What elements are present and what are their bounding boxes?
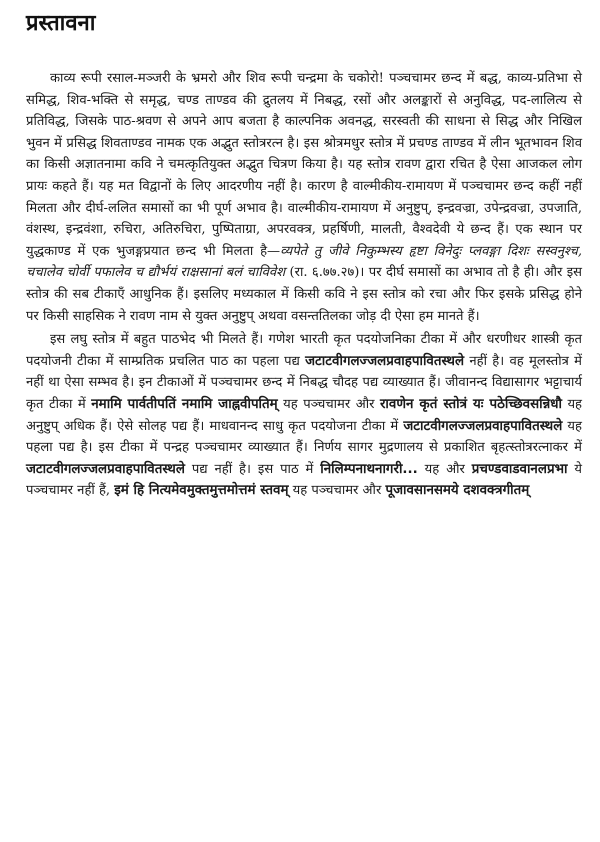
verse-ref-jatatavi-1: जटाटवीगलज्जलप्रवाहपावितस्थले <box>305 353 465 369</box>
verse-ref-namami: नमामि पार्वतीपतिं नमामि जाह्नवीपतिम् <box>91 396 278 412</box>
paragraph-intro-text-1: काव्य रूपी रसाल-मञ्जरी के भ्रमरो और शिव रूपी चन्द्रमा के चकोरो! पञ्चचामर छन्द में बद्ध, काव्य-प्रतिभा से समिद्ध, शिव-भक्ति से समृद्ध, चण्ड ताण्डव की द्रुतलय में निबद्ध, रसों और अलङ्कारों से अनुविद्ध, पद-लालित्य से प्रतिविद्ध, जिसके पाठ-श्रवण से अपने आप बजता है काल्पनिक अवनद्ध, सरस्वती की साधना से सिद्ध और निखिल भुवन में प्रसिद्ध शिवताण्डव नामक एक अद्भुत स्तोत्ररत्न है। इस श्रोत्रमधुर स्तोत्र में प्रचण्ड ताण्डव में लीन भूतभावन शिव का किसी अज्ञातनामा कवि ने चमत्कृतियुक्त अद्भुत चित्रण किया है। यह स्तोत्र रावण द्वारा रचित है ऐसा आजकल लोग प्रायः कहते हैं। यह मत विद्वानों के लिए आदरणीय नहीं है। कारण है वाल्मीकीय-रामायण में पञ्चचामर छन्द कहीं नहीं मिलता और दीर्घ-ललित समासों का भी पूर्ण अभाव है। वाल्मीकीय-रामायण में अनुष्टुप्, इन्द्रवज्रा, उपेन्द्रवज्रा, उपजाति, वंशस्थ, इन्द्रवंशा, रुचिरा, अतिरुचिरा, पुष्पिताग्रा, अपरवक्त्र, प्रहर्षिणी, मालती, वैश्वदेवी ये छन्द हैं। एक स्थान पर युद्धकाण्ड में एक भुजङ्गप्रयात छन्द भी मिलता है— <box>26 71 582 259</box>
variants-text-6: पद्य नहीं है। इस पाठ में <box>184 461 321 477</box>
variants-text-3: यह पञ्चचामर और <box>277 396 380 412</box>
variants-text-7: यह और <box>417 461 472 477</box>
paragraph-intro <box>26 68 582 327</box>
variants-text-2: नहीं है। वह मूलस्तोत्र में नहीं था ऐसा सम्भव है। इन टीकाओं में पञ्चचामर छन्द में निबद्ध चौदह पद्य व्याख्यात हैं। जीवानन्द विद्यासागर भट्टाचार्य कृत टीका में <box>26 353 582 412</box>
variants-text-1: इस लघु स्तोत्र में बहुत पाठभेद भी मिलते हैं। गणेश भारती कृत पदयोजनिका टीका में और धरणीधर शास्त्री कृत पदयोजनी टीका में साम्प्रतिक प्रचलित पाठ का पहला पद्य <box>26 332 582 369</box>
variants-text-9: यह पञ्चचामर और <box>288 483 386 499</box>
verse-ref-ravanena: रावणेन कृतं स्तोत्रं यः पठेच्छिवसन्निधौ <box>379 396 562 412</box>
variants-text-5: यह पहला पद्य है। इस टीका में पन्द्रह पञ्चचामर व्याख्यात हैं। निर्णय सागर मुद्रणालय से प्रकाशित बृहत्स्तोत्ररत्नाकर में <box>26 418 582 456</box>
verse-ref-jatatavi-2: जटाटवीगलज्जलप्रवाहपावितस्थले <box>403 418 563 434</box>
paragraph-variants <box>26 329 582 502</box>
variants-text-8: ये पञ्चचामर नहीं हैं, <box>26 461 582 499</box>
verse-ref-imam-hi: इमं हि नित्यमेवमुक्तमुत्तमोत्तमं स्तवम् <box>114 483 289 499</box>
verse-ref-nilimpa: निलिम्पनाथनागरी... <box>320 461 418 477</box>
verse-ref-prachanda: प्रचण्डवाडवानलप्रभा <box>471 461 568 477</box>
page-title: प्रस्तावना <box>26 11 96 36</box>
verse-ref-pujavasana: पूजावसानसमये दशवक्त्रगीतम् <box>385 483 530 499</box>
paragraph-intro-text-2: (रा. ६.७७.२७)। पर दीर्घ समासों का अभाव तो है ही। और इस स्तोत्र की सब टीकाएँ आधुनिक हैं। इसलिए मध्यकाल में किसी कवि ने इस स्तोत्र को रचा और फिर इसके प्रसिद्ध होने पर किसी साहसिक ने रावण नाम से युक्त अनुष्टुप् अथवा वसन्ततिलका जोड़ दी ऐसा हम मानते हैं। <box>26 265 582 324</box>
ramayana-quote: व्यपेते तु जीवे निकुम्भस्य हृष्टा विनेदुः प्लवङ्गा दिशः सस्वनुश्च, चचालेव चोर्वी पफालेव च द्यौर्भयं राक्षसानां बलं चाविवेश <box>26 243 583 281</box>
verse-ref-jatatavi-3: जटाटवीगलज्जलप्रवाहपावितस्थले <box>26 461 185 477</box>
variants-text-4: यह अनुष्टुप् अधिक हैं। ऐसे सोलह पद्य हैं। माधवानन्द साधु कृत पदयोजना टीका में <box>26 396 582 434</box>
